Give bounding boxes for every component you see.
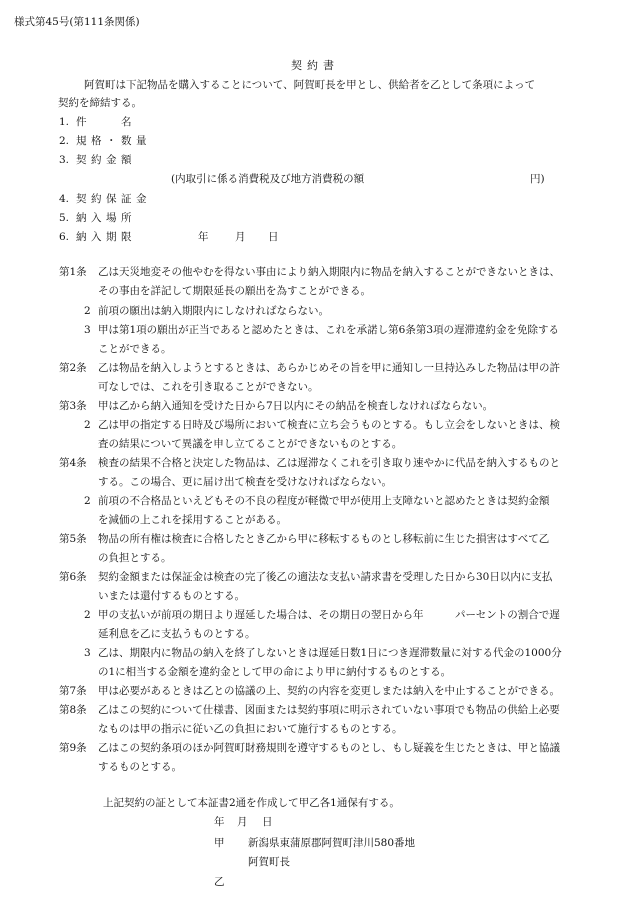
closing-statement: 上記契約の証として本証書2通を作成して甲乙各1通保有する。 <box>103 797 400 809</box>
article-text: 乙は甲の指定する日時及び場所において検査に立ち会うものとする。もし立会をしないときは、検 <box>98 419 560 431</box>
article-text: いまたは還付するものとする。 <box>98 590 245 602</box>
article-text: するものとする。 <box>98 761 182 773</box>
article-text: 乙は物品を納入しようとするときは、あらかじめその旨を甲に通知し一旦持込みした物品は甲の許 <box>98 362 560 374</box>
paragraph-number: 2 <box>84 419 91 431</box>
article-text: 乙は天災地変その他やむを得ない事由により納入期限内に物品を納入することができないときは、 <box>98 266 560 278</box>
article-text: 乙はこの契約について仕様書、図面または契約事項に明示されていない事項でも物品の供給上必要 <box>98 704 560 716</box>
paragraph-number: 3 <box>84 324 91 336</box>
article-number: 第8条 <box>59 704 87 716</box>
document-title: 契約書 <box>291 59 339 72</box>
signature-day: 日 <box>262 816 273 828</box>
article-text: 乙は、期限内に物品の納入を終了しないときは遅延日数1日につき遅滞数量に対する代金の1000分 <box>98 647 562 659</box>
item-number: 1. <box>59 116 70 128</box>
signature-year: 年 <box>214 816 225 828</box>
article-number: 第3条 <box>59 400 87 412</box>
item-number: 3. <box>59 154 70 166</box>
item-label-subject: 件 名 <box>76 116 136 128</box>
article-text: 甲の支払いが前項の期日より遅延した場合は、その期日の翌日から年 パーセントの割合で遅 <box>98 609 560 621</box>
form-number: 様式第45号(第111条関係) <box>14 16 140 28</box>
delivery-day: 日 <box>268 231 279 243</box>
article-text: 物品の所有権は検査に合格したとき乙から甲に移転するものとし移転前に生じた損害はすべて乙 <box>98 533 550 545</box>
article-text: その事由を詳記して期限延長の願出を為すことができる。 <box>98 285 371 297</box>
article-text: 査の結果について異議を申し立てることができないものとする。 <box>98 438 403 450</box>
article-text: なものは甲の指示に従い乙の負担において施行するものとする。 <box>98 723 403 735</box>
article-text: の1に相当する金額を違約金として甲の命により甲に納付するものとする。 <box>98 666 452 678</box>
article-number: 第1条 <box>59 266 87 278</box>
article-text: 前項の願出は納入期限内にしなければならない。 <box>98 305 329 317</box>
signature-month: 月 <box>237 816 248 828</box>
article-text: を減価の上これを採用することがある。 <box>98 514 287 526</box>
article-text: 乙はこの契約条項のほか阿賀町財務規則を遵守するものとし、もし疑義を生じたときは、甲と協議 <box>98 742 560 754</box>
article-text: 甲は第1項の願出が正当であると認めたときは、これを承諾し第6条第3項の遅滞違約金を免除する <box>98 324 560 336</box>
article-number: 第4条 <box>59 457 87 469</box>
party-a-label: 甲 <box>214 837 225 849</box>
intro-line-2: 契約を締結する。 <box>58 97 142 109</box>
article-text: 甲は乙から納入通知を受けた日から7日以内にその納品を検査しなければならない。 <box>98 400 494 412</box>
article-text: 延利息を乙に支払うものとする。 <box>98 628 256 640</box>
paragraph-number: 2 <box>84 609 91 621</box>
article-number: 第2条 <box>59 362 87 374</box>
item-number: 5. <box>59 212 70 224</box>
article-text: 可なしでは、これを引き取ることができない。 <box>98 381 319 393</box>
article-text: 前項の不合格品といえどもその不良の程度が軽微で甲が使用上支障ないと認めたときは契約金額 <box>98 495 550 507</box>
item-number: 4. <box>59 193 70 205</box>
tax-note: (内取引に係る消費税及び地方消費税の額 <box>171 173 365 185</box>
article-number: 第6条 <box>59 571 87 583</box>
item-label-guarantee: 契約保証金 <box>76 193 151 205</box>
item-label-delivery-deadline: 納入期限 <box>76 231 136 243</box>
item-label-delivery-place: 納入場所 <box>76 212 136 224</box>
article-number: 第7条 <box>59 685 87 697</box>
article-text: 検査の結果不合格と決定した物品は、乙は遅滞なくこれを引き取り速やかに代品を納入するものと <box>98 457 560 469</box>
article-text: の負担とする。 <box>98 552 172 564</box>
article-text: 甲は必要があるときは乙との協議の上、契約の内容を変更しまたは納入を中止することができる。 <box>98 685 560 697</box>
paragraph-number: 3 <box>84 647 91 659</box>
delivery-month: 月 <box>235 231 246 243</box>
paragraph-number: 2 <box>84 495 91 507</box>
article-text: する。この場合、更に届け出て検査を受けなければならない。 <box>98 476 392 488</box>
article-text: 契約金額または保証金は検査の完了後乙の適法な支払い請求書を受理した日から30日以内に支払 <box>98 571 553 583</box>
paragraph-number: 2 <box>84 305 91 317</box>
party-a-address: 新潟県東蒲原郡阿賀町津川580番地 <box>248 837 416 849</box>
intro-line-1: 阿賀町は下記物品を購入することについて、阿賀町長を甲とし、供給者を乙として条項によって <box>84 79 536 91</box>
tax-yen: 円) <box>530 173 545 185</box>
party-a-name: 阿賀町長 <box>248 856 290 868</box>
item-number: 6. <box>59 231 70 243</box>
party-b-label: 乙 <box>214 876 225 888</box>
item-label-spec-quantity: 規格・数量 <box>76 135 151 147</box>
item-number: 2. <box>59 135 70 147</box>
article-text: ことができる。 <box>98 343 172 355</box>
item-label-contract-amount: 契約金額 <box>76 154 136 166</box>
delivery-year: 年 <box>198 231 209 243</box>
article-number: 第9条 <box>59 742 87 754</box>
article-number: 第5条 <box>59 533 87 545</box>
